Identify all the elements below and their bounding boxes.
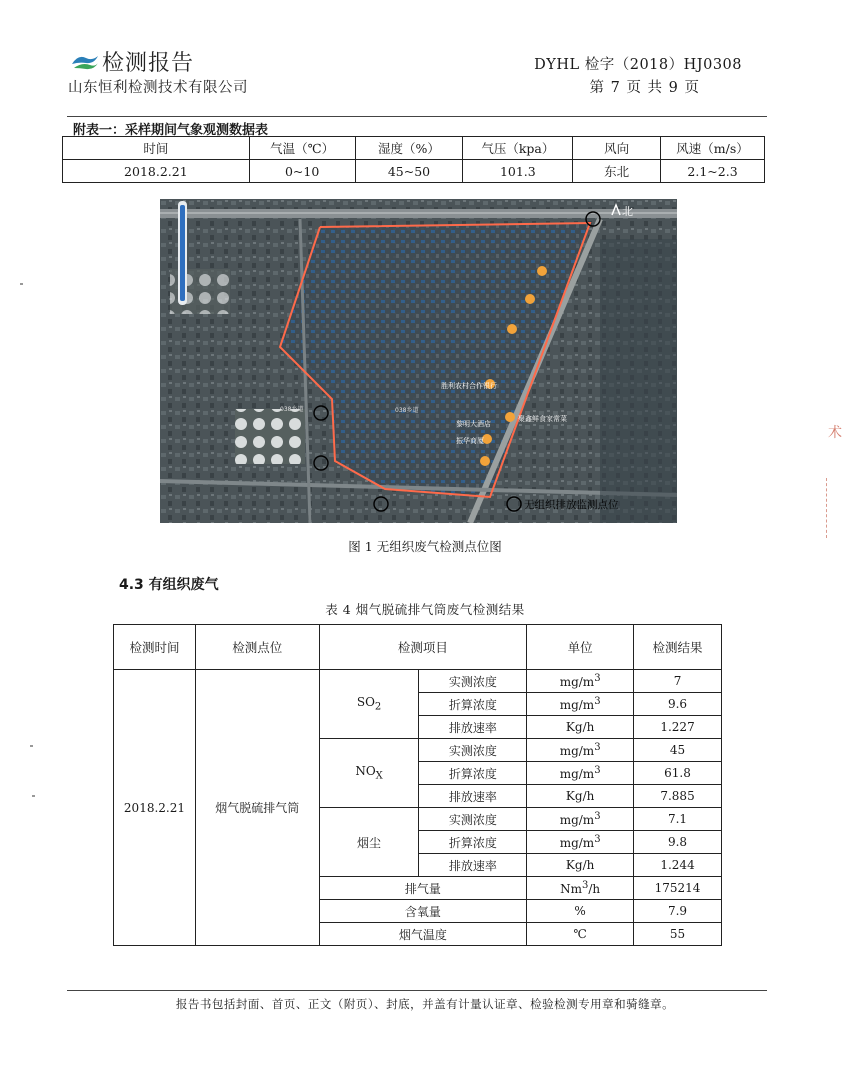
weather-col-header: 气压（kpa） [463,137,573,160]
value-cell: 9.8 [634,831,722,854]
weather-col-header: 气温（℃） [249,137,355,160]
weather-cell: 0~10 [249,160,355,183]
weather-cell: 2.1~2.3 [661,160,765,183]
weather-header-row [63,137,765,160]
unit-cell: $mg/m^3$ [527,762,634,785]
results-col-header: 检测时间 [114,625,196,670]
unit-cell: $mg/m^3$ [527,670,634,693]
north-label: 北 [622,205,633,218]
weather-table [62,136,765,183]
weather-col-header: 湿度（%） [355,137,463,160]
item-cell: 排气量 [319,877,527,900]
results-col-header: 检测项目 [319,625,527,670]
logo-title: 检测报告 [102,51,195,76]
value-cell: 175214 [634,877,722,900]
table-caption: 表 4 烟气脱硫排气筒废气检测结果 [325,602,525,617]
sampling-location-cell: 烟气脱硫排气筒 [195,670,319,946]
value-cell: 7 [634,670,722,693]
seal-edge-fragment [826,478,849,538]
seal-fragment: 术 [828,425,842,441]
map-road-label: 038乡道 [280,406,304,413]
pollutant-cell: $SO_2$ [319,670,419,739]
unit-cell: $mg/m^3$ [527,693,634,716]
weather-col-header: 风速（m/s） [661,137,765,160]
footer-note: 报告书包括封面、首页、正文（附页）、封底，并盖有计量认证章、检验检测专用章和骑缝章。 [175,997,675,1011]
item-cell: 实测浓度 [419,739,527,762]
item-cell: 实测浓度 [419,670,527,693]
footer-divider [67,990,767,991]
item-cell: 折算浓度 [419,762,527,785]
unit-cell: ℃ [527,923,634,946]
unit-cell: Kg/h [527,854,634,877]
map-poi-label: 胜利农村合作银行 [441,382,497,390]
sampling-date-cell: 2018.2.21 [114,670,196,946]
results-header-row [114,625,722,670]
results-col-header: 检测点位 [195,625,319,670]
table-row [114,670,722,693]
weather-cell: 45~50 [355,160,463,183]
item-cell: 实测浓度 [419,808,527,831]
weather-cell: 东北 [573,160,661,183]
item-cell: 含氧量 [319,900,527,923]
map-road-label: 038乡道 [395,407,419,414]
value-cell: 7.9 [634,900,722,923]
logo-emblem-icon [70,52,100,72]
unit-cell: % [527,900,634,923]
unit-cell: $mg/m^3$ [527,739,634,762]
value-cell: 7.885 [634,785,722,808]
value-cell: 1.227 [634,716,722,739]
scan-speck [30,745,33,747]
weather-col-header: 时间 [63,137,250,160]
weather-cell: 2018.2.21 [63,160,250,183]
company-name: 山东恒利检测技术有限公司 [68,80,248,96]
pollutant-cell: 烟尘 [319,808,419,877]
item-cell: 折算浓度 [419,693,527,716]
monitoring-site-map [160,199,677,523]
page-indicator: 第 7 页 共 9 页 [589,80,700,96]
value-cell: 9.6 [634,693,722,716]
unit-cell: $mg/m^3$ [527,831,634,854]
pollutant-cell: $NO_X$ [319,739,419,808]
value-cell: 55 [634,923,722,946]
item-cell: 排放速率 [419,854,527,877]
value-cell: 45 [634,739,722,762]
section-heading: 4.3 有组织废气 [119,577,219,593]
map-poi-label: 振华商厦 [456,437,484,445]
item-cell: 折算浓度 [419,831,527,854]
item-cell: 烟气温度 [319,923,527,946]
map-caption: 图 1 无组织废气检测点位图 [348,539,502,554]
unit-cell: Nm$^3$/h [527,877,634,900]
value-cell: 7.1 [634,808,722,831]
item-cell: 排放速率 [419,716,527,739]
value-cell: 1.244 [634,854,722,877]
appendix-title: 附表一：采样期间气象观测数据表 [73,123,269,138]
report-logo [70,46,194,77]
report-number: DYHL 检字（2018）HJ0308 [534,57,742,73]
item-cell: 排放速率 [419,785,527,808]
weather-data-row [63,160,765,183]
unit-cell: $mg/m^3$ [527,808,634,831]
map-poi-label: 聚鑫鲜食家常菜 [518,415,567,423]
weather-col-header: 风向 [573,137,661,160]
header-divider [67,116,767,117]
results-col-header: 检测结果 [634,625,722,670]
unit-cell: Kg/h [527,785,634,808]
map-poi-label: 黎明大酒店 [456,420,491,428]
results-table [113,624,722,946]
scan-speck [32,795,35,797]
results-col-header: 单位 [527,625,634,670]
unit-cell: Kg/h [527,716,634,739]
scan-speck [20,283,23,285]
weather-cell: 101.3 [463,160,573,183]
map-legend-text: 无组织排放监测点位 [524,499,619,511]
value-cell: 61.8 [634,762,722,785]
satellite-map-image [160,199,677,523]
